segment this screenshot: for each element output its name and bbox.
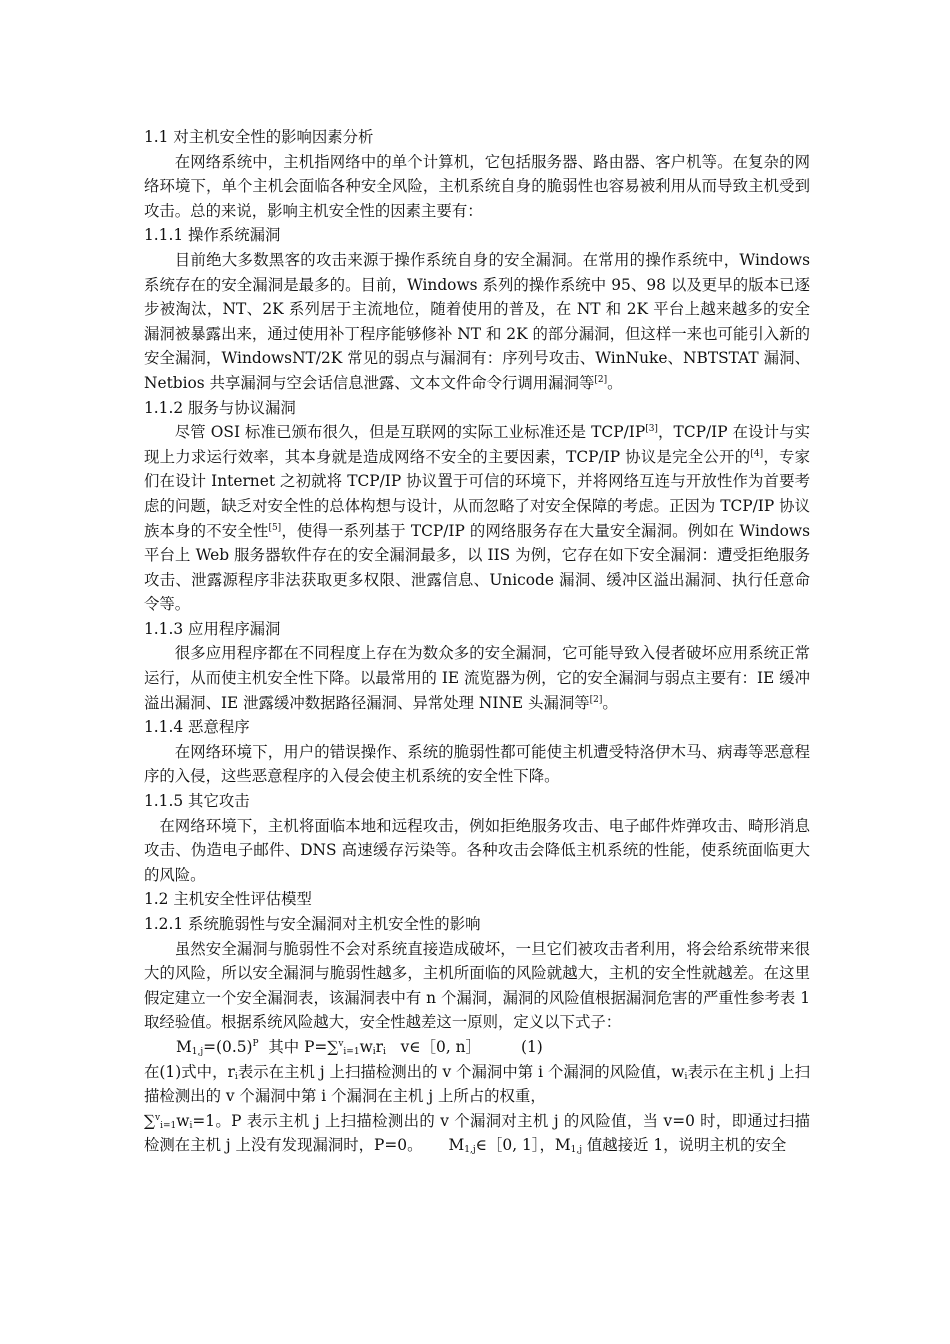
- paragraph-text: 很多应用程序都在不同程度上存在为数众多的安全漏洞，它可能导致入侵者破坏应用系统正常运行，从而使主机安全性下降。以最常用的 IE 流览器为例，它的安全漏洞与弱点主要有：IE 缓冲溢出漏洞、IE 泄露缓冲数据路径漏洞、异常处理 NINE 头漏洞等: [144, 644, 810, 712]
- sum-symbol: ∑: [144, 1111, 155, 1130]
- citation: [2]: [594, 374, 608, 385]
- paragraph-weights: [144, 1109, 810, 1158]
- paragraph-1-1-2: [144, 420, 810, 617]
- formula-eq: =(0.5): [203, 1037, 253, 1056]
- subscript: 1,j: [464, 1145, 476, 1156]
- citation: [2]: [589, 694, 603, 705]
- paragraph-text: ，专家们在设计 Internet 之初就将 TCP/IP 协议置于可信的环境下，并将网络互连与开放性作为首要考虑的问题，缺乏对安全性的总体构想与设计，从而忽略了对安全保障的考虑。正因为 TCP/IP 协议族本身的不安全性: [144, 447, 810, 540]
- citation: [5]: [268, 522, 282, 533]
- formula-range: v∈［0, n］: [385, 1037, 481, 1056]
- formula-r-sub: i: [383, 1046, 386, 1057]
- subscript: i: [684, 1071, 688, 1082]
- formula-m-sub: 1,j: [191, 1046, 204, 1057]
- formula-i-sub: i=1: [343, 1046, 360, 1057]
- paragraph-text: 表示在主机 j 上扫描检测出的 v 个漏洞中第 i 个漏洞的风险值，w: [237, 1062, 685, 1081]
- superscript: v: [155, 1112, 161, 1123]
- paragraph-text: =1。P 表示主机 j 上扫描检测出的 v 个漏洞对主机 j 的风险值，当 v=0 时，即通过扫描检测在主机 j 上没有发现漏洞时，P=0。: [144, 1111, 810, 1155]
- heading-1-1-2: 1.1.2 服务与协议漏洞: [144, 398, 296, 417]
- paragraph-end: 。: [602, 693, 618, 712]
- document-body: [144, 125, 810, 1158]
- heading-1-1: 1.1 对主机安全性的影响因素分析: [144, 128, 374, 146]
- formula-v-sup: v: [338, 1038, 344, 1049]
- paragraph-end: 。: [607, 373, 623, 392]
- formula-r: r: [375, 1037, 383, 1056]
- subscript: i=1: [160, 1120, 177, 1131]
- paragraph-text: 值越接近 1，说明主机的安全: [582, 1136, 787, 1155]
- formula-w: w: [359, 1037, 373, 1056]
- subscript: 1,j: [570, 1145, 583, 1156]
- paragraph-1-1: 在网络系统中，主机指网络中的单个计算机，它包括服务器、路由器、客户机等。在复杂的网络环境下，单个主机会面临各种安全风险，主机系统自身的脆弱性也容易被利用从而导致主机受到攻击。总的来说，影响主机安全性的因素主要有：: [144, 152, 810, 220]
- paragraph-1-1-4: 在网络环境下，用户的错误操作、系统的脆弱性都可能使主机遭受特洛伊木马、病毒等恶意程序的入侵，这些恶意程序的入侵会使主机系统的安全性下降。: [144, 742, 810, 786]
- formula-1: [144, 1035, 810, 1060]
- heading-1-1-3: 1.1.3 应用程序漏洞: [144, 619, 281, 638]
- paragraph-1-1-5: 在网络环境下，主机将面临本地和远程攻击，例如拒绝服务攻击、电子邮件炸弹攻击、畸形消息攻击、伪造电子邮件、DNS 高速缓存污染等。各种攻击会降低主机系统的性能，使系统面临更大的风险。: [144, 816, 810, 884]
- heading-1-1-4: 1.1.4 恶意程序: [144, 718, 250, 737]
- paragraph-text: 在(1)式中，r: [144, 1062, 235, 1081]
- formula-p-sup: P: [252, 1038, 259, 1049]
- paragraph-1-2-1: 虽然安全漏洞与脆弱性不会对系统直接造成破坏，一旦它们被攻击者利用，将会给系统带来很大的风险，所以安全漏洞与脆弱性越多，主机所面临的风险就越大，主机的安全性就越差。在这里假定建立一个安全漏洞表，该漏洞表中有 n 个漏洞，漏洞的风险值根据漏洞危害的严重性参考表 1 取经验值。根据系统风险越大，安全性越差这一原则，定义以下式子：: [144, 939, 810, 1032]
- paragraph-text: ，使得一系列基于 TCP/IP 的网络服务存在大量安全漏洞。例如在 Windows 平台上 Web 服务器软件存在的安全漏洞最多，以 IIS 为例，它存在如下安全漏洞：遭受拒绝服务攻击、泄露源程序非法获取更多权限、泄露信息、Unicode 漏洞、缓冲区溢出漏洞、执行任意命令等。: [144, 521, 810, 614]
- heading-1-2-1: 1.2.1 系统脆弱性与安全漏洞对主机安全性的影响: [144, 915, 481, 933]
- heading-1-1-1: 1.1.1 操作系统漏洞: [144, 226, 281, 245]
- paragraph-text: ，TCP/IP 在设计与实现上力求运行效率，其本身就是造成网络不安全的主要因素，TCP/IP 协议是完全公开的: [144, 423, 810, 466]
- citation: [3]: [645, 424, 658, 435]
- formula-m: M: [176, 1037, 192, 1056]
- paragraph-text: 尽管 OSI 标准已颁布很久，但是互联网的实际工业标准还是 TCP/IP: [174, 423, 646, 442]
- subscript: i: [234, 1071, 238, 1082]
- paragraph-text: 表示在主机 j 上扫描检测出的 v 个漏洞中第 i 个漏洞在主机 j 上所占的权重，: [144, 1062, 810, 1106]
- subscript: i: [189, 1120, 193, 1131]
- paragraph-1-1-1: [144, 248, 810, 396]
- formula-mid: 其中 P=∑: [258, 1037, 339, 1056]
- citation: [4]: [750, 448, 764, 459]
- formula-w-sub: i: [372, 1046, 376, 1057]
- paragraph-text: 目前绝大多数黑客的攻击来源于操作系统自身的安全漏洞。在常用的操作系统中，Windows 系统存在的安全漏洞是最多的。目前，Windows 系列的操作系统中 95、98 以及更早的版本已逐步被淘汰，NT、2K 系列居于主流地位，随着使用的普及，在 NT 和 2K 平台上越来越多的安全漏洞被暴露出来，通过使用补丁程序能够修补 NT 和 2K 的部分漏洞，但这样一来也可能引入新的安全漏洞，WindowsNT/2K 常见的弱点与漏洞有：序列号攻击、WinNuke、NBTSTAT 漏洞、Netbios 共享漏洞与空会话信息泄露、文本文件命令行调用漏洞等: [144, 250, 810, 392]
- paragraph-1-1-3: [144, 641, 810, 715]
- paragraph-text: M: [448, 1136, 465, 1155]
- heading-1-1-5: 1.1.5 其它攻击: [144, 792, 250, 811]
- heading-1-2: 1.2 主机安全性评估模型: [144, 890, 312, 909]
- paragraph-after-formula: [144, 1060, 810, 1109]
- paragraph-text: w: [176, 1111, 190, 1130]
- formula-number: (1): [520, 1037, 543, 1056]
- paragraph-text: ∈［0, 1］，M: [475, 1136, 571, 1155]
